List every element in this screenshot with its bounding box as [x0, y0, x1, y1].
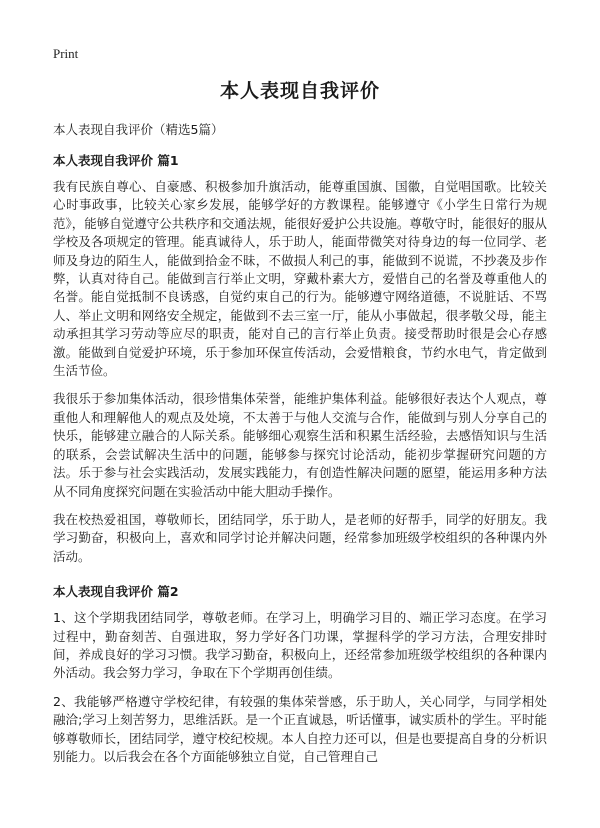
section-1: [53, 151, 547, 566]
print-label[interactable]: Print: [53, 46, 79, 61]
section-heading: 本人表现自我评价 篇2: [53, 584, 179, 600]
paragraph: 我很乐于参加集体活动，很珍惜集体荣誉，能维护集体利益。能够很好表达个人观点，尊重他人和理解他人的观点及处境，不太善于与他人交流与合作，能做到与别人分享自己的快乐，能够建立融合的人际关系。能够细心观察生活和积累生活经验，去感悟知识与生活的联系，会尝试解决生活中的问题，能够参与探究讨论活动，能初步掌握研究问题的方法。乐于参与社会实践活动，发展实践能力，有创造性解决问题的愿望，能运用多种方法从不同角度探究问题在实验活动中能大胆动手操作。: [53, 391, 547, 499]
paragraph: 2、我能够严格遵守学校纪律，有较强的集体荣誉感，乐于助人，关心同学，与同学相处融洽;学习上刻苦努力，思维活跃。是一个正直诚恳，听话懂事，诚实质朴的学生。平时能够尊敬师长，团结同学，遵守校纪校规。本人自控力还可以，但是也要提高自身的分析识别能力。以后我会在各个方面能够独立自觉，自己管理自己: [53, 693, 547, 764]
document-content: [53, 151, 547, 776]
paragraph: 我有民族自尊心、自豪感、积极参加升旗活动，能尊重国旗、国徽，自觉唱国歌。比较关心时事政事，比较关心家乡发展，能够学好的方教课程。能够遵守《小学生日常行为规范》，能够自觉遵守公共秩序和交通法规，能很好爱护公共设施。尊敬守时，能很好的服从学校及各项规定的管理。能真诚待人，乐于助人，能面带微笑对待身边的每一位同学、老师及身边的陌生人，能做到拾金不昧，不做损人利己的事，能做到不说谎，不抄袭及步作弊，认真对待自己。能做到言行举止文明，穿戴朴素大方，爱惜自己的名誉及尊重他人的名誉。能自觉抵制不良诱惑，自觉约束自己的行为。能够遵守网络道德，不说脏话、不骂人、举止文明和网络安全规定，能做到不去三室一厅，能从小事做起，很孝敬父母，能主动承担其学习劳动等应尽的职责，能对自己的言行举止负责。接受帮助时很是会心存感激。能做到自觉爱护环境，乐于参加环保宣传活动，会爱惜粮食，节约水电气，肯定做到生活节俭。: [53, 179, 547, 379]
paragraph: 我在校热爱祖国，尊敬师长，团结同学，乐于助人，是老师的好帮手，同学的好朋友。我学习勤奋，积极向上，喜欢和同学讨论并解决问题，经常参加班级学校组织的各种课内外活动。: [53, 511, 547, 564]
document-title: 本人表现自我评价: [219, 80, 380, 102]
paragraph: 1、这个学期我团结同学，尊敬老师。在学习上，明确学习目的、端正学习态度。在学习过程中，勤奋刻苦、自强进取，努力学好各门功课，掌握科学的学习方法，合理安排时间，养成良好的学习习惯。我学习勤奋，积极向上，还经常参加班级学校组织的各种课内外活动。我会努力学习，争取在下个学期再创佳绩。: [53, 610, 547, 681]
document-subtitle: 本人表现自我评价（精选5篇）: [53, 122, 224, 137]
section-2: [53, 582, 547, 766]
section-heading: 本人表现自我评价 篇1: [53, 153, 179, 168]
